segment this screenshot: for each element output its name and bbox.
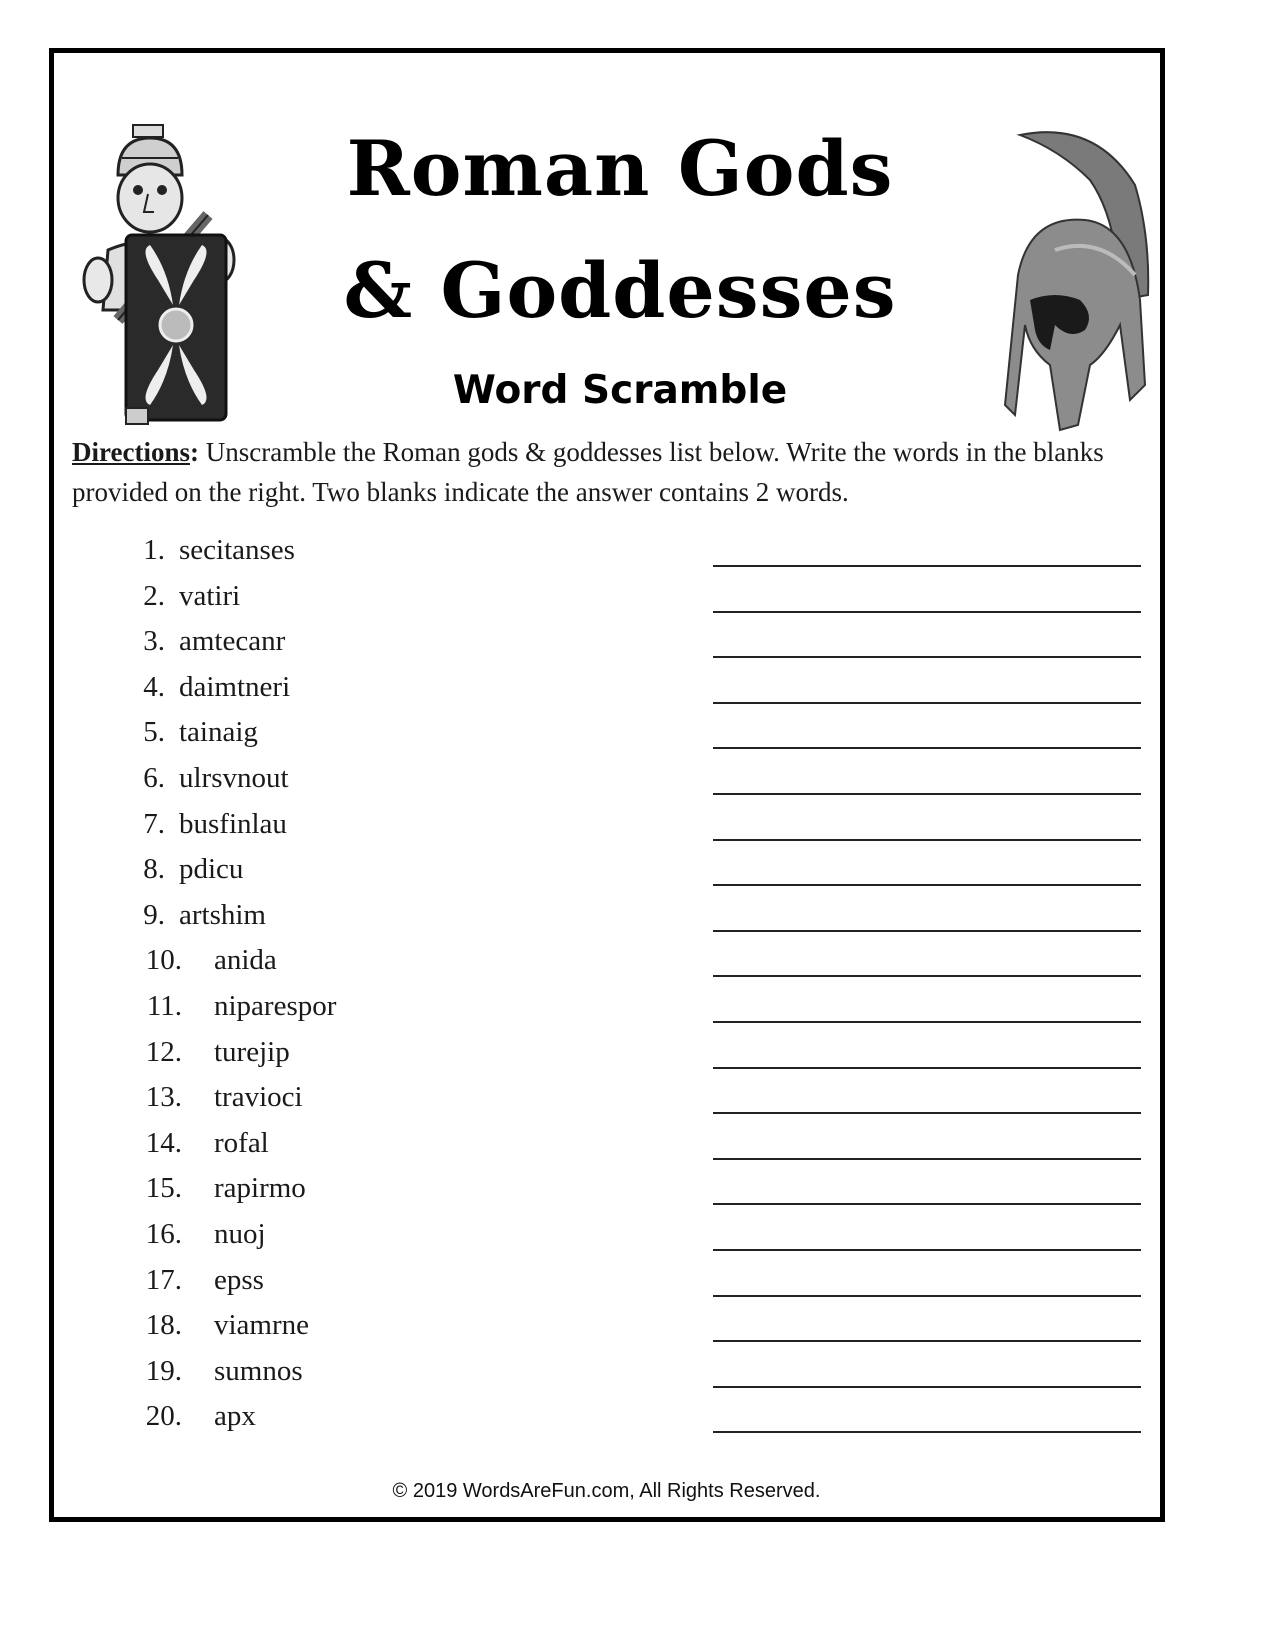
scrambled-word: artshim — [179, 898, 266, 931]
directions-colon: : — [189, 437, 199, 467]
roman-helmet-illustration — [1000, 125, 1155, 440]
item-number: 15. — [145, 1172, 182, 1205]
list-item — [0, 712, 1275, 758]
answer-blank[interactable] — [713, 975, 1141, 977]
item-number: 17. — [145, 1263, 182, 1296]
scrambled-word: secitanses — [179, 534, 295, 566]
scrambled-word: sumnos — [214, 1354, 303, 1387]
scrambled-word: amtecanr — [179, 625, 286, 658]
scrambled-word: pdicu — [179, 853, 244, 886]
item-number: 12. — [145, 1035, 182, 1068]
list-item — [0, 621, 1275, 667]
scrambled-word: viamrne — [214, 1309, 310, 1342]
roman-soldier-illustration — [78, 120, 248, 430]
answer-blank[interactable] — [713, 1249, 1141, 1251]
list-item — [0, 940, 1275, 986]
answer-blank[interactable] — [713, 1295, 1141, 1297]
list-item — [0, 1123, 1275, 1169]
scrambled-word: vatiri — [179, 579, 241, 612]
list-item — [0, 1396, 1275, 1442]
worksheet-subtitle: Word Scramble — [452, 368, 788, 413]
list-item — [0, 849, 1275, 895]
answer-blank[interactable] — [713, 1021, 1141, 1023]
list-item — [0, 804, 1275, 850]
answer-blank[interactable] — [713, 1203, 1141, 1205]
item-number: 14. — [145, 1126, 182, 1159]
item-number: 13. — [145, 1081, 182, 1114]
list-item — [0, 986, 1275, 1032]
answer-blank[interactable] — [713, 656, 1141, 658]
answer-blank[interactable] — [713, 1431, 1141, 1433]
answer-blank[interactable] — [713, 1386, 1141, 1388]
list-item — [0, 1168, 1275, 1214]
item-number: 10. — [145, 944, 182, 977]
scrambled-word: turejip — [214, 1035, 290, 1068]
item-number: 2. — [143, 579, 165, 612]
scrambled-word: apx — [214, 1400, 256, 1433]
copyright-footer: © 2019 WordsAreFun.com, All Rights Reserved. — [392, 1480, 821, 1502]
item-number: 20. — [145, 1400, 182, 1433]
item-number: 6. — [143, 761, 165, 794]
answer-blank[interactable] — [713, 702, 1141, 704]
list-item — [0, 1351, 1275, 1397]
item-number: 9. — [143, 898, 165, 931]
list-item — [0, 576, 1275, 622]
list-item — [0, 1032, 1275, 1078]
scrambled-word: rofal — [214, 1126, 269, 1159]
directions-text: Unscramble the Roman gods & goddesses list below. Write the words in the blanks provided on the right. Two blanks indicate the answer contains 2 words. — [72, 437, 1104, 507]
scrambled-word: busfinlau — [179, 807, 287, 840]
answer-blank[interactable] — [713, 793, 1141, 795]
scrambled-word: daimtneri — [179, 670, 291, 703]
scrambled-word: tainaig — [179, 716, 258, 749]
answer-blank[interactable] — [713, 1340, 1141, 1342]
item-number: 11. — [146, 989, 182, 1022]
item-number: 5. — [143, 716, 165, 749]
list-item — [0, 530, 1275, 576]
item-number: 1. — [143, 534, 165, 566]
scrambled-word: rapirmo — [214, 1172, 306, 1205]
list-item — [0, 1077, 1275, 1123]
scrambled-word: nuoj — [214, 1217, 266, 1250]
list-item — [0, 1305, 1275, 1351]
scrambled-word: anida — [214, 944, 277, 977]
scrambled-word: epss — [214, 1263, 264, 1296]
answer-blank[interactable] — [713, 1112, 1141, 1114]
item-number: 19. — [145, 1354, 182, 1387]
answer-blank[interactable] — [713, 565, 1141, 567]
answer-blank[interactable] — [713, 1158, 1141, 1160]
list-item — [0, 758, 1275, 804]
item-number: 3. — [143, 625, 165, 658]
item-number: 7. — [143, 807, 165, 840]
list-item — [0, 1214, 1275, 1260]
answer-blank[interactable] — [713, 747, 1141, 749]
answer-blank[interactable] — [713, 1067, 1141, 1069]
list-item — [0, 1260, 1275, 1306]
scrambled-word: ulrsvnout — [179, 761, 289, 794]
answer-blank[interactable] — [713, 611, 1141, 613]
word-list — [0, 530, 1275, 1442]
directions — [72, 432, 1152, 512]
list-item — [0, 667, 1275, 713]
list-item — [0, 895, 1275, 941]
item-number: 8. — [143, 853, 165, 886]
item-number: 4. — [143, 670, 165, 703]
scrambled-word: travioci — [214, 1081, 303, 1114]
answer-blank[interactable] — [713, 884, 1141, 886]
item-number: 16. — [145, 1217, 182, 1250]
scrambled-word: niparespor — [214, 989, 337, 1022]
answer-blank[interactable] — [713, 839, 1141, 841]
directions-label: Directions — [72, 437, 190, 467]
answer-blank[interactable] — [713, 930, 1141, 932]
item-number: 18. — [145, 1309, 182, 1342]
worksheet-title: Roman Gods & Goddesses — [343, 124, 897, 335]
